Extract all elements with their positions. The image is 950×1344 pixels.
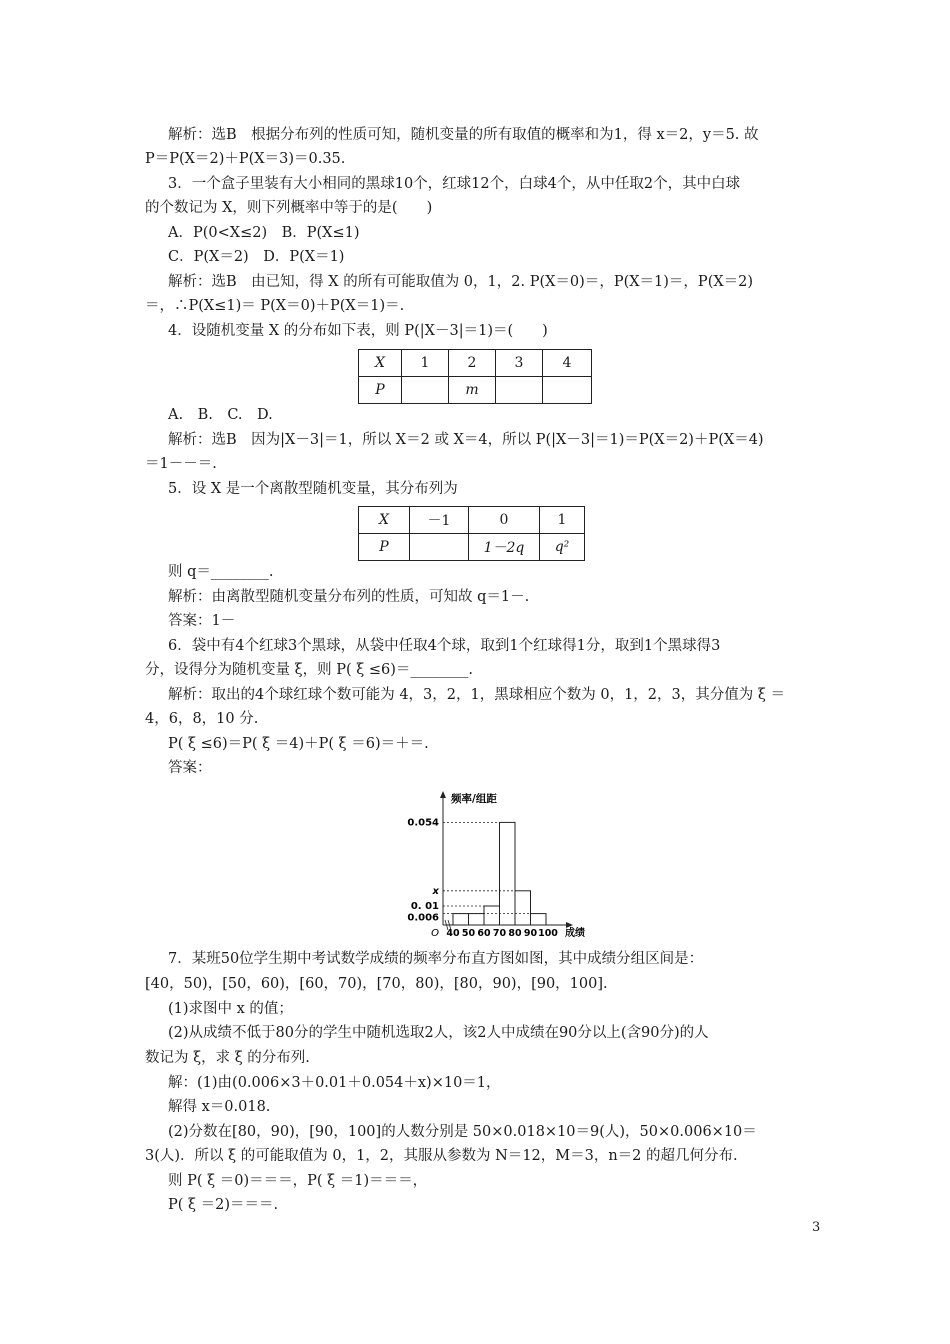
text-line: 数记为 ξ，求 ξ 的分布列.	[145, 1050, 310, 1066]
table-cell	[543, 377, 592, 404]
text-line: 解析：选B 根据分布列的性质可知，随机变量的所有取值的概率和为1，得 x＝2，y＝5. 故	[168, 127, 759, 143]
text-line: 则 P( ξ ＝0)＝＝＝，P( ξ ＝1)＝＝＝，	[168, 1173, 428, 1189]
text-line: 4．设随机变量 X 的分布如下表，则 P(|X－3|＝1)＝( )	[168, 323, 548, 339]
histogram-bar	[484, 906, 500, 925]
y-tick-label: x	[432, 885, 439, 897]
x-tick-label: 70	[492, 928, 507, 939]
text-line: 解得 x＝0.018.	[168, 1099, 271, 1115]
text-line: C．P(X＝2) D．P(X＝1)	[168, 249, 345, 265]
text-line: 解析：选B 因为|X－3|＝1，所以 X＝2 或 X＝4，所以 P(|X－3|＝1)＝P(X＝2)＋P(X＝4)	[168, 432, 764, 448]
text-line: 的个数记为 X，则下列概率中等于的是( )	[145, 200, 433, 216]
text-line: (1)求图中 x 的值；	[168, 1001, 293, 1017]
text-line: 3．一个盒子里装有大小相同的黑球10个，红球12个，白球4个，从中任取2个，其中白球	[168, 176, 741, 192]
table-cell: q²	[540, 534, 585, 561]
text-line: 答案：	[168, 760, 212, 776]
text-line: 4，6，8，10 分.	[145, 711, 259, 727]
origin-label: O	[431, 928, 439, 939]
x-tick-label: 80	[508, 928, 522, 939]
text-line: [40，50)，[50，60)，[60，70)，[70，80)，[80，90)，[90，100].	[145, 976, 608, 992]
y-tick-label: 0.054	[407, 817, 439, 829]
x-tick-label: 50	[461, 928, 476, 939]
y-tick-label: 0.006	[407, 912, 439, 924]
text-line: ＝1－－＝.	[145, 456, 217, 472]
table-cell: P	[359, 377, 402, 404]
x-tick-label: 60	[477, 928, 491, 939]
text-line: (2)分数在[80，90)，[90，100]的人数分别是 50×0.018×10＝9(人)，50×0.006×10＝	[168, 1124, 757, 1140]
text-line: 解：(1)由(0.006×3＋0.01＋0.054＋x)×10＝1，	[168, 1075, 501, 1091]
x-axis-label: 成绩	[565, 928, 585, 939]
x-tick-label: 40	[446, 928, 460, 939]
table-cell: m	[449, 377, 496, 404]
histogram-bar	[515, 891, 531, 925]
text-line: A．P(0<X≤2) B．P(X≤1)	[168, 225, 360, 241]
text-line: 解析：取出的4个球红球个数可能为 4，3，2，1，黑球相应个数为 0，1，2，3，其分值为 ξ ＝	[168, 687, 785, 703]
text-line: 解析：选B 由已知，得 X 的所有可能取值为 0，1，2. P(X＝0)＝，P(X＝1)＝，P(X＝2)	[168, 274, 754, 290]
table-cell: 1	[402, 350, 449, 377]
text-line: P( ξ ＝2)＝＝＝.	[168, 1197, 279, 1213]
text-line: P( ξ ≤6)＝P( ξ ＝4)＋P( ξ ＝6)＝＋＝.	[168, 736, 429, 752]
table-cell	[402, 377, 449, 404]
table-cell: 4	[543, 350, 592, 377]
table-cell	[410, 534, 469, 561]
text-line: 6．袋中有4个红球3个黑球，从袋中任取4个球，取到1个红球得1分，取到1个黑球得3	[168, 638, 721, 654]
table-cell: 3	[496, 350, 543, 377]
table-cell: X	[359, 507, 410, 534]
y-axis-arrow	[440, 791, 446, 798]
histogram-bar	[453, 914, 469, 925]
text-line: 分，设得分为随机变量 ξ，则 P( ξ ≤6)＝________.	[145, 662, 473, 678]
text-line: 答案：1－	[168, 613, 236, 629]
text-line: 3(人)．所以 ξ 的可能取值为 0，1，2，其服从参数为 N＝12，M＝3，n＝2 的超几何分布.	[145, 1148, 738, 1164]
distribution-table-1	[358, 349, 592, 404]
table-cell: －1	[410, 507, 469, 534]
text-line: 解析：由离散型随机变量分布列的性质，可知故 q＝1－.	[168, 589, 530, 605]
table-cell: X	[359, 350, 402, 377]
x-tick-label: 90	[523, 928, 538, 939]
distribution-table-2	[358, 506, 585, 561]
text-line: 5．设 X 是一个离散型随机变量，其分布列为	[168, 481, 458, 497]
table-cell: 1－2q	[469, 534, 540, 561]
table-cell: 1	[540, 507, 585, 534]
table-cell: 0	[469, 507, 540, 534]
text-line: (2)从成绩不低于80分的学生中随机选取2人，该2人中成绩在90分以上(含90分)的人	[168, 1025, 709, 1041]
page-number: 3	[812, 1220, 821, 1235]
table-cell: P	[359, 534, 410, 561]
table-cell: 2	[449, 350, 496, 377]
histogram-chart	[395, 790, 595, 945]
text-line: ＝，∴P(X≤1)＝ P(X＝0)＋P(X＝1)＝.	[145, 298, 405, 314]
y-tick-label: 0. 01	[410, 901, 439, 912]
histogram-bar	[469, 914, 485, 925]
text-line: P＝P(X＝2)＋P(X＝3)＝0.35.	[145, 151, 346, 167]
text-line: A. B. C. D.	[168, 407, 273, 423]
text-line: 7．某班50位学生期中考试数学成绩的频率分布直方图如图，其中成绩分组区间是：	[168, 951, 704, 967]
table-cell	[496, 377, 543, 404]
text-line: 则 q＝________.	[168, 564, 274, 580]
histogram-bar	[500, 822, 516, 925]
x-tick-label: 100	[538, 928, 558, 939]
y-axis-label: 频率/组距	[451, 793, 497, 805]
histogram-bar	[531, 914, 547, 925]
